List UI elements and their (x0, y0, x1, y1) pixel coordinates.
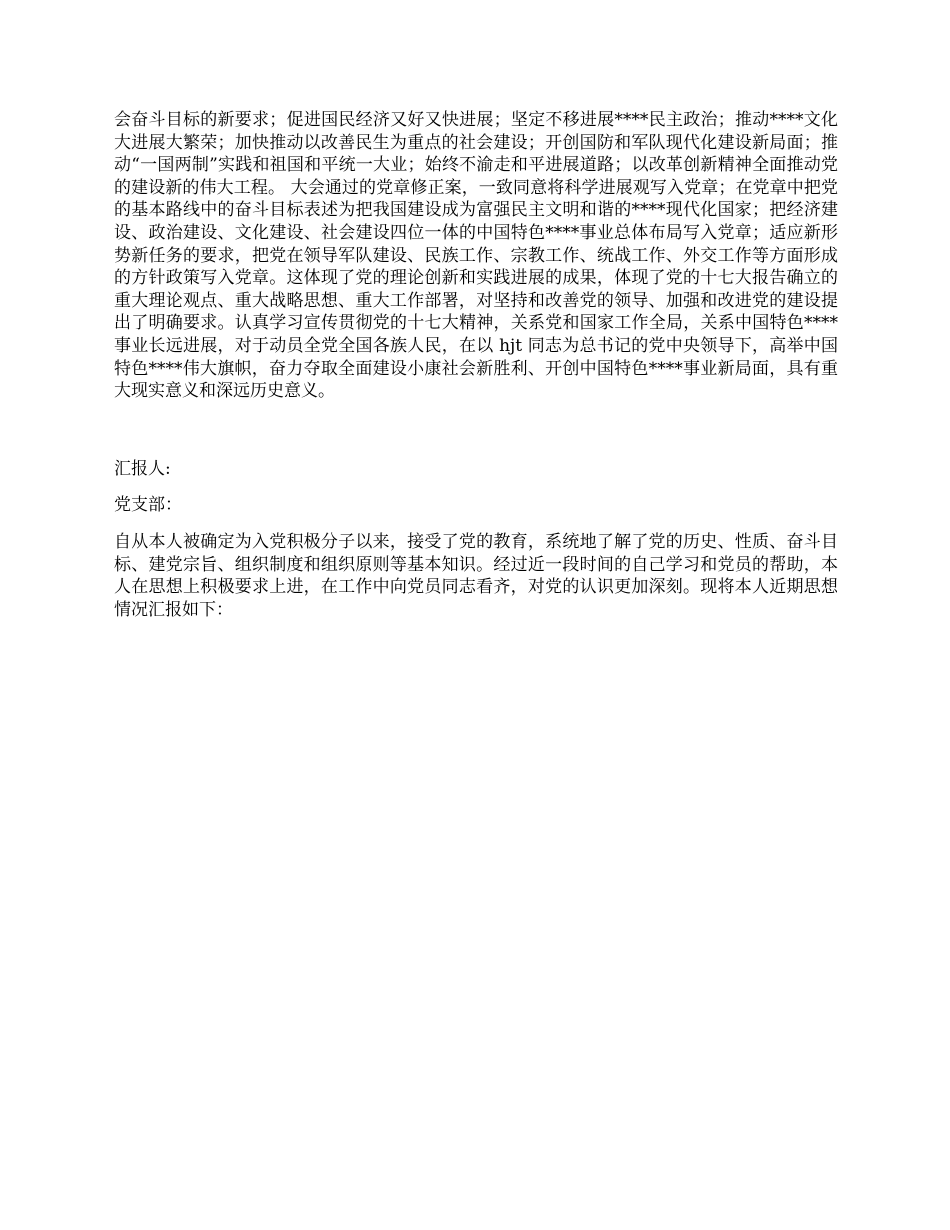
continuation-paragraph: 会奋斗目标的新要求；促进国民经济又好又快进展；坚定不移进展****民主政治；推动****文化大进展大繁荣；加快推动以改善民生为重点的社会建设；开创国防和军队现代化建设新局面；推动“一国两制”实践和祖国和平统一大业；始终不渝走和平进展道路；以改革创新精神全面推动党的建设新的伟大工程。 大会通过的党章修正案，一致同意将科学进展观写入党章；在党章中把党的基本路线中的奋斗目标表述为把我国建设成为富强民主文明和谐的****现代化国家；把经济建设、政治建设、文化建设、社会建设四位一体的中国特色****事业总体布局写入党章；适应新形势新任务的要求，把党在领导军队建设、民族工作、宗教工作、统战工作、外交工作等方面形成的方针政策写入党章。这体现了党的理论创新和实践进展的成果，体现了党的十七大报告确立的重大理论观点、重大战略思想、重大工作部署，对坚持和改善党的领导、加强和改进党的建设提出了明确要求。认真学习宣传贯彻党的十七大精神，关系党和国家工作全局，关系中国特色****事业长远进展，对于动员全党全国各族人民，在以 hjt 同志为总书记的党中央领导下，高举中国特色****伟大旗帜，奋力夺取全面建设小康社会新胜利、开创中国特色****事业新局面，具有重大现实意义和深远历史意义。 (114, 110, 838, 402)
party-branch-label: 党支部： (114, 495, 182, 516)
reporter-label: 汇报人: (114, 458, 171, 479)
document-body (114, 109, 838, 621)
report-body-paragraph: 自从本人被确定为入党积极分子以来，接受了党的教育，系统地了解了党的历史、性质、奋斗目标、建党宗旨、组织制度和组织原则等基本知识。经过近一段时间的自己学习和党员的帮助，本人在思想上积极要求上进，在工作中向党员同志看齐，对党的认识更加深刻。现将本人近期思想情况汇报如下： (114, 531, 838, 620)
